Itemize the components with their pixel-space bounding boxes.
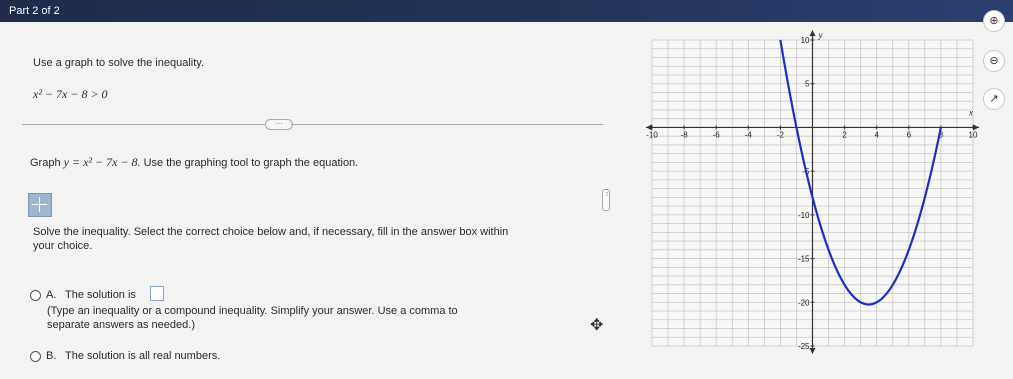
choice-b-letter: B. xyxy=(46,350,57,362)
choice-b-text: The solution is all real numbers. xyxy=(65,350,221,362)
x-tick-label: 8 xyxy=(938,130,944,140)
x-tick-label: 6 xyxy=(906,130,912,140)
choice-a-note-line2: separate answers as needed.) xyxy=(47,319,195,331)
x-tick-label: -6 xyxy=(712,130,720,140)
answer-input[interactable] xyxy=(150,286,164,301)
y-tick-label: -10 xyxy=(797,210,810,220)
x-tick-label: -10 xyxy=(646,130,658,140)
graphing-tool-button[interactable] xyxy=(28,193,52,217)
choice-a-note-line1: (Type an inequality or a compound inequality. Simplify your answer. Use a comma to xyxy=(47,305,458,317)
x-tick-label: 10 xyxy=(968,130,978,140)
x-tick-label: 4 xyxy=(874,130,879,140)
choice-a-letter: A. xyxy=(46,289,57,301)
part-indicator: Part 2 of 2 xyxy=(9,5,60,17)
inequality-expression: x² − 7x − 8 > 0 xyxy=(33,87,108,101)
divider-right xyxy=(291,124,603,125)
y-tick-label: -25 xyxy=(797,342,810,351)
solve-instruction-line2: your choice. xyxy=(33,240,93,252)
panel-resize-handle[interactable]: ⋮ xyxy=(602,189,610,211)
graph-suffix: Use the graphing tool to graph the equation. xyxy=(143,157,359,169)
move-icon[interactable]: ✥ xyxy=(590,317,604,334)
zoom-out-icon[interactable]: ⊖ xyxy=(983,50,1005,72)
choice-a-radio[interactable] xyxy=(30,290,41,301)
external-link-icon[interactable]: ↗ xyxy=(983,88,1005,110)
graph-prefix: Graph xyxy=(30,157,61,169)
y-tick-label: -20 xyxy=(797,298,810,308)
y-axis-arrow-bottom xyxy=(810,348,816,354)
choice-b-radio[interactable] xyxy=(30,351,41,362)
y-tick-label: -15 xyxy=(797,254,810,264)
x-axis-label: x xyxy=(969,107,973,118)
graph-equation: y = x² − 7x − 8. xyxy=(63,155,141,169)
top-bar xyxy=(0,0,1013,22)
x-tick-label: -4 xyxy=(744,130,752,140)
y-tick-label: 5 xyxy=(805,79,810,89)
choice-a-text: The solution is xyxy=(65,289,136,301)
x-tick-label: 2 xyxy=(842,130,847,140)
instruction-text: Use a graph to solve the inequality. xyxy=(33,57,205,69)
expand-more-button[interactable]: ··· xyxy=(265,119,293,130)
zoom-in-icon[interactable]: ⊕ xyxy=(983,10,1005,32)
x-tick-label: -8 xyxy=(680,130,688,140)
y-tick-label: 10 xyxy=(800,36,810,45)
parabola-graph xyxy=(640,28,985,358)
x-tick-label: -2 xyxy=(776,130,784,140)
y-tick-label: -5 xyxy=(802,167,810,177)
divider-left xyxy=(22,124,265,125)
solve-instruction-line1: Solve the inequality. Select the correct choice below and, if necessary, fill in the answer box within xyxy=(33,226,509,238)
y-axis-arrow xyxy=(810,30,816,36)
graph-instruction xyxy=(30,155,358,170)
y-axis-label: y xyxy=(818,30,823,40)
